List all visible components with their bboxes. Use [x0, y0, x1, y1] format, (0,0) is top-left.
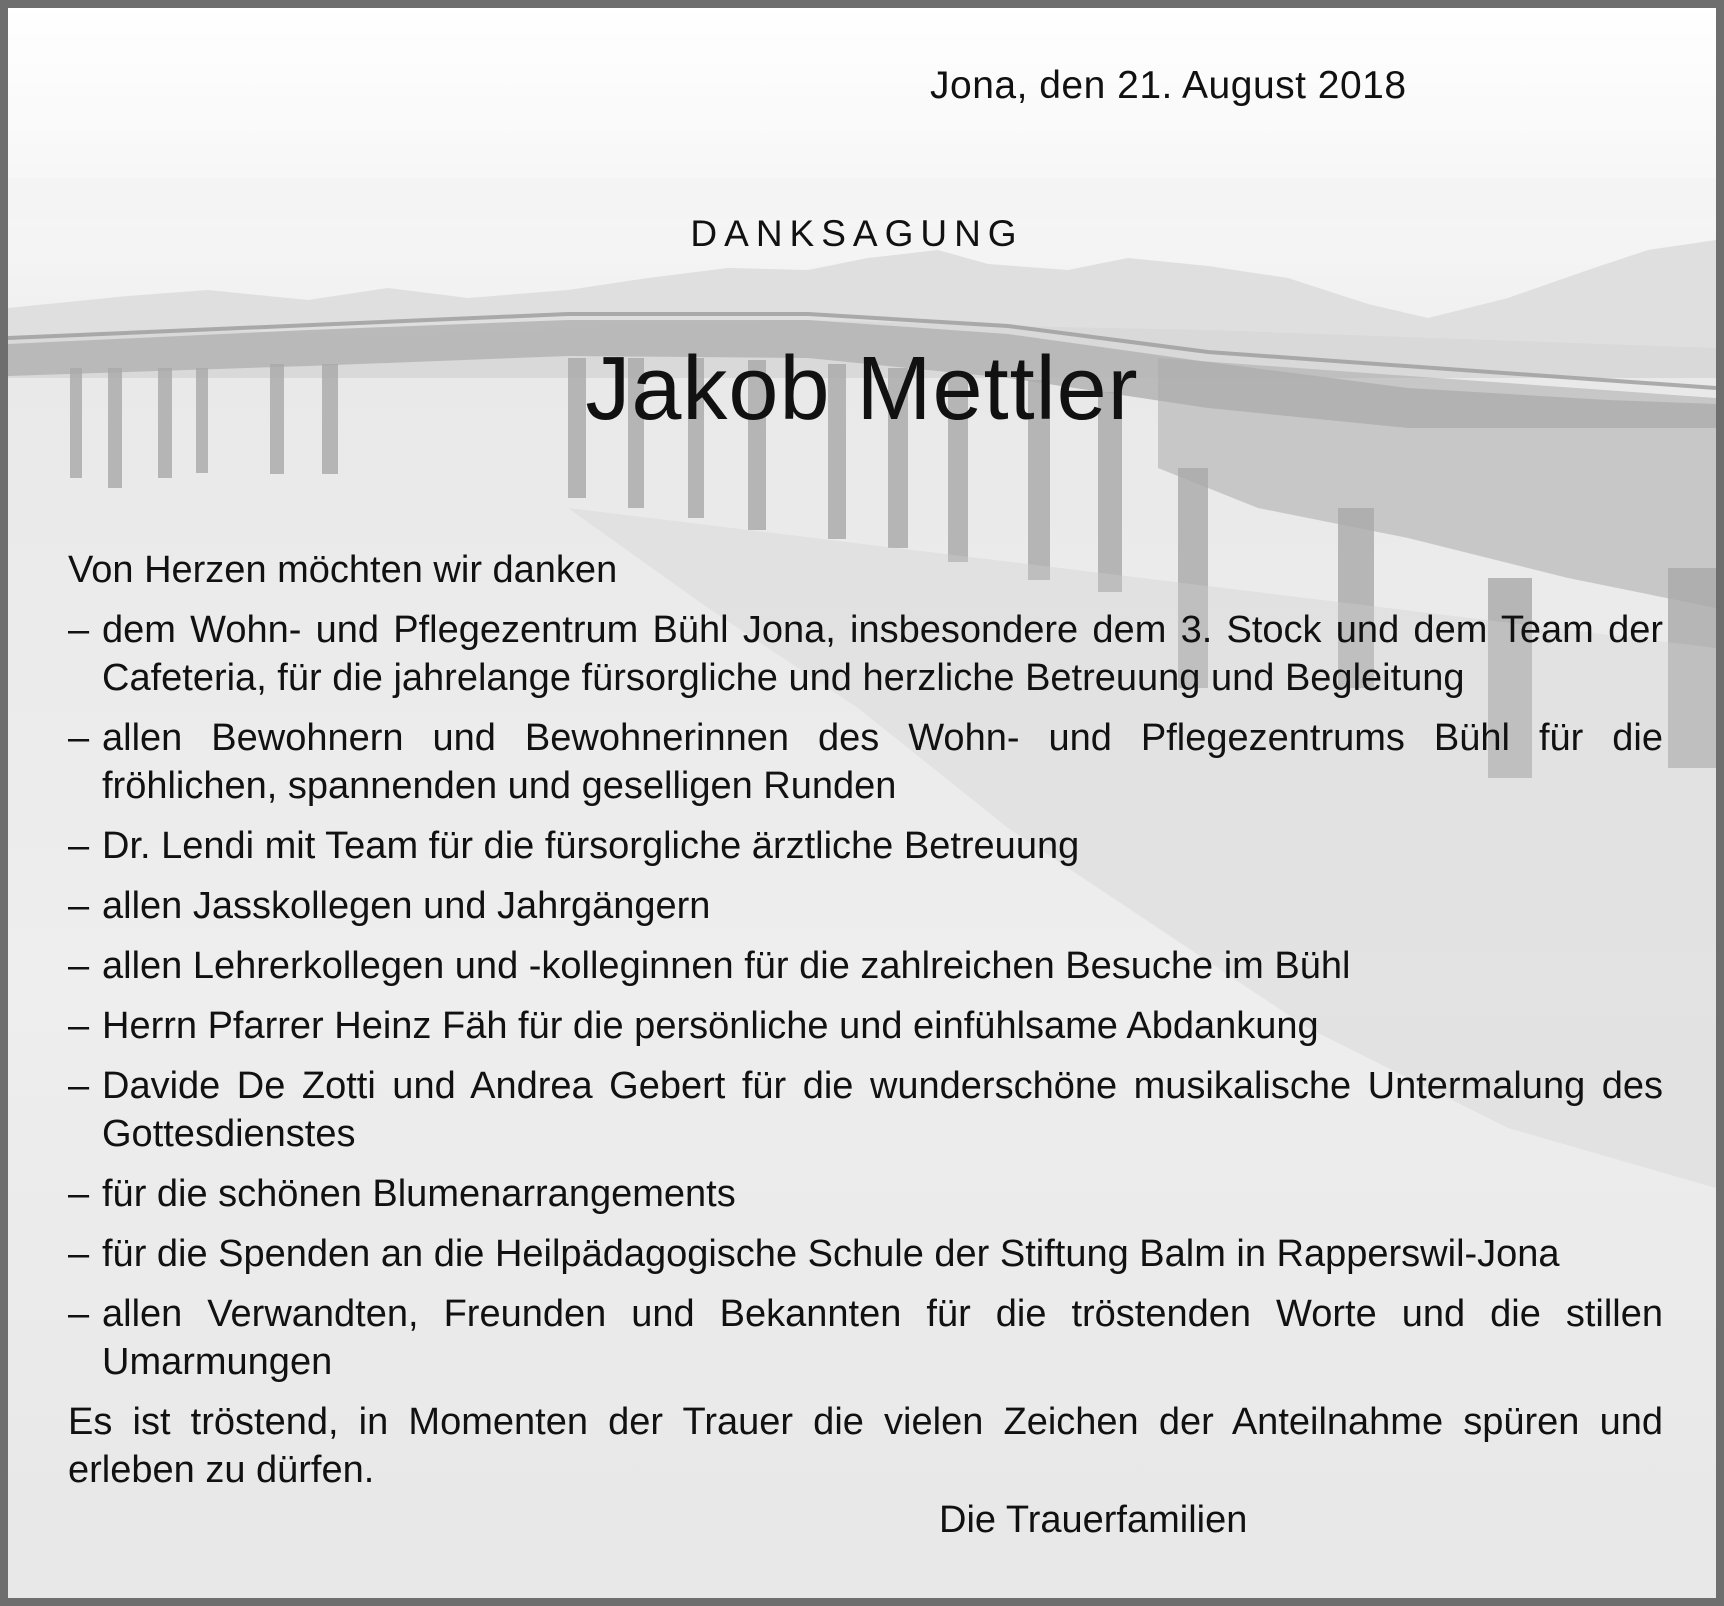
intro-line: Von Herzen möchten wir danken [68, 549, 618, 591]
dash: – [68, 825, 90, 867]
list-item-text: allen Verwandten, Freunden und Bekannten für die tröstenden Worte und die stillen Umarmungen [102, 1293, 1663, 1383]
dash: – [68, 1293, 90, 1335]
notice-body [68, 546, 1663, 1494]
dash: – [68, 945, 90, 987]
list-item-text: Dr. Lendi mit Team für die fürsorgliche ärztliche Betreuung [102, 825, 1080, 867]
notice-heading-text: DANKSAGUNG [690, 213, 1024, 254]
dash: – [68, 717, 90, 759]
list-item-text: allen Lehrerkollegen und -kolleginnen für die zahlreichen Besuche im Bühl [102, 945, 1351, 987]
dash: – [68, 1005, 90, 1047]
list-item [68, 1290, 1663, 1386]
thanks-list [68, 606, 1663, 1386]
list-item [68, 1230, 1663, 1278]
dash: – [68, 1233, 90, 1275]
list-item [68, 1002, 1663, 1050]
list-item [68, 822, 1663, 870]
list-item [68, 882, 1663, 930]
notice-heading [8, 213, 1716, 255]
notice-content [8, 8, 1716, 1598]
list-item [68, 1170, 1663, 1218]
list-item-text: allen Jasskollegen und Jahrgängern [102, 885, 711, 927]
list-item [68, 606, 1663, 702]
dash: – [68, 1065, 90, 1107]
list-item-text: dem Wohn- und Pflegezentrum Bühl Jona, insbesondere dem 3. Stock und dem Team der Cafeteria, für die jahrelange fürsorgliche und herzliche Betreuung und Begleitung [102, 609, 1663, 699]
dash: – [68, 885, 90, 927]
signature: Die Trauerfamilien [939, 1499, 1248, 1541]
list-item-text: Herrn Pfarrer Heinz Fäh für die persönliche und einfühlsame Abdankung [102, 1005, 1319, 1047]
list-item-text: Davide De Zotti und Andrea Gebert für die wunderschöne musikalische Untermalung des Gottesdienstes [102, 1065, 1663, 1155]
list-item [68, 1062, 1663, 1158]
deceased-name: Jakob Mettler [585, 339, 1139, 439]
list-item-text: für die schönen Blumenarrangements [102, 1173, 736, 1215]
dash: – [68, 609, 90, 651]
list-item-text: für die Spenden an die Heilpädagogische Schule der Stiftung Balm in Rapperswil-Jona [102, 1233, 1560, 1275]
list-item-text: allen Bewohnern und Bewohnerinnen des Wohn- und Pflegezentrums Bühl für die fröhlichen, spannenden und geselligen Runden [102, 717, 1663, 807]
notice-date: Jona, den 21. August 2018 [930, 64, 1407, 107]
dash: – [68, 1173, 90, 1215]
list-item [68, 942, 1663, 990]
list-item [68, 714, 1663, 810]
closing-paragraph: Es ist tröstend, in Momenten der Trauer die vielen Zeichen der Anteilnahme spüren und erleben zu dürfen. [68, 1401, 1663, 1491]
